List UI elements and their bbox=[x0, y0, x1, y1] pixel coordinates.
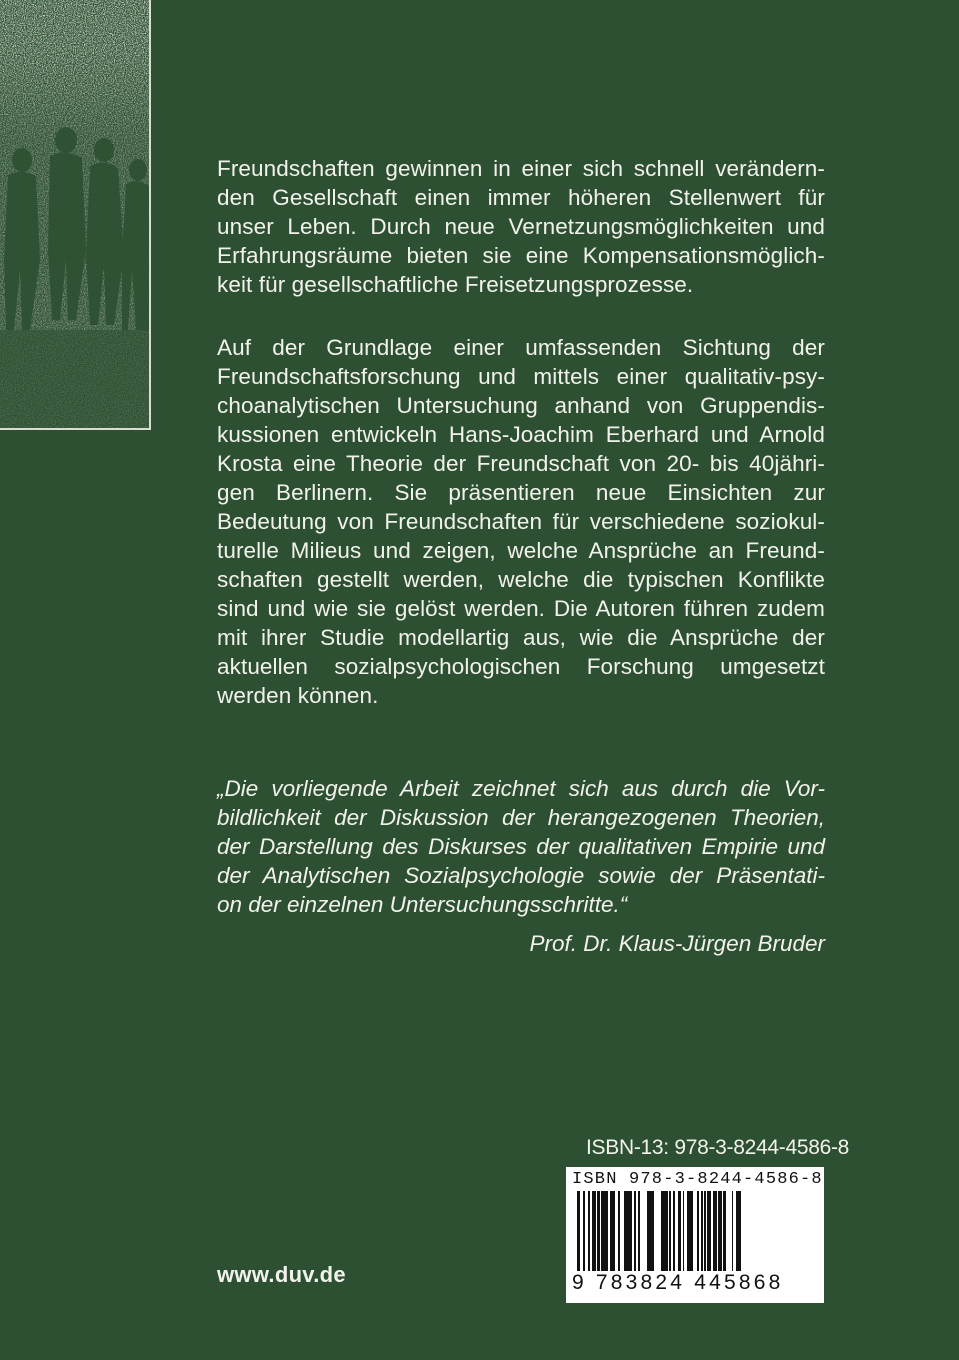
blurb-line: den Gesellschaft einen immer höheren Stellenwert für bbox=[217, 185, 825, 210]
barcode-bar bbox=[624, 1191, 627, 1273]
barcode-bar bbox=[593, 1191, 596, 1273]
barcode-bar bbox=[597, 1191, 599, 1273]
blurb-line: kussionen entwickeln Hans-Joachim Eberhard und Arnold bbox=[217, 422, 825, 447]
barcode-bar bbox=[723, 1191, 724, 1273]
quote-line: bildlichkeit der Diskussion der herangezogenen Theorien, bbox=[217, 805, 825, 830]
blurb-line: schaften gestellt werden, welche die typischen Konflikte bbox=[217, 567, 825, 592]
barcode-bar bbox=[601, 1191, 604, 1273]
barcode-bar bbox=[704, 1191, 706, 1273]
quote-line: der Darstellung des Diskurses der qualitativen Empirie und bbox=[217, 834, 825, 859]
group-of-people-photo-icon bbox=[0, 0, 149, 430]
isbn-label: ISBN-13: 978-3-8244-4586-8 bbox=[586, 1136, 850, 1159]
barcode-bar bbox=[618, 1191, 620, 1273]
barcode-bar bbox=[732, 1191, 733, 1273]
quote-line: „Die vorliegende Arbeit zeichnet sich aus durch die Vor- bbox=[217, 776, 825, 801]
barcode-bar bbox=[604, 1191, 605, 1273]
barcode-top-text: ISBN 978-3-8244-4586-8 bbox=[572, 1170, 823, 1189]
blurb-line: Krosta eine Theorie der Freundschaft von 20- bis 40jähri- bbox=[217, 451, 825, 476]
barcode-bar bbox=[664, 1191, 666, 1273]
blurb-line: turelle Milieus und zeigen, welche Ansprüche an Freund- bbox=[217, 538, 825, 563]
isbn-barcode bbox=[566, 1167, 824, 1303]
barcode-bar bbox=[718, 1191, 719, 1273]
barcode-bar bbox=[638, 1191, 640, 1273]
barcode-number: 9 783824 445868 bbox=[572, 1271, 818, 1295]
blurb-line: choanalytischen Untersuchung anhand von Gruppendis- bbox=[217, 393, 825, 418]
blurb-line: Auf der Grundlage einer umfassenden Sichtung der bbox=[217, 335, 825, 360]
barcode-bar bbox=[701, 1191, 703, 1273]
barcode-bar bbox=[687, 1191, 690, 1273]
blurb-line: aktuellen sozialpsychologischen Forschung umgesetzt bbox=[217, 654, 825, 679]
barcode-bar bbox=[666, 1191, 668, 1273]
barcode-bar bbox=[651, 1191, 654, 1273]
photo-border-bottom bbox=[0, 428, 151, 430]
barcode-bar bbox=[683, 1191, 684, 1273]
barcode-bar bbox=[627, 1191, 630, 1273]
barcode-bar bbox=[719, 1191, 721, 1273]
blurb-line: Bedeutung von Freundschaften für verschiedene soziokul- bbox=[217, 509, 825, 534]
barcode-bar bbox=[577, 1191, 579, 1273]
barcode-bar bbox=[611, 1191, 613, 1273]
barcode-bar bbox=[713, 1191, 714, 1273]
barcode-bar bbox=[635, 1191, 636, 1273]
barcode-bar bbox=[714, 1191, 717, 1273]
barcode-bar bbox=[610, 1191, 611, 1273]
blurb-line: Erfahrungsräume bieten sie eine Kompensationsmöglich- bbox=[217, 243, 825, 268]
photo-border-right bbox=[149, 0, 151, 430]
barcode-bar bbox=[680, 1191, 681, 1273]
barcode-bar bbox=[707, 1191, 710, 1273]
barcode-bar bbox=[679, 1191, 680, 1273]
barcode-bar bbox=[607, 1191, 608, 1273]
barcode-bar bbox=[661, 1191, 664, 1273]
barcode-bar bbox=[670, 1191, 671, 1273]
blurb-line: gen Berlinern. Sie präsentieren neue Einsichten zur bbox=[217, 480, 825, 505]
barcode-bar bbox=[710, 1191, 711, 1273]
cover-photo bbox=[0, 0, 149, 430]
barcode-bar bbox=[697, 1191, 699, 1273]
barcode-bar bbox=[721, 1191, 722, 1273]
barcode-bar bbox=[605, 1191, 607, 1273]
blurb-line: unser Leben. Durch neue Vernetzungsmöglichkeiten und bbox=[217, 214, 825, 239]
barcode-bar bbox=[673, 1191, 675, 1273]
blurb-line: sind und wie sie gelöst werden. Die Autoren führen zudem bbox=[217, 596, 825, 621]
barcode-bar bbox=[579, 1191, 580, 1273]
review-quote bbox=[217, 774, 825, 919]
barcode-bar bbox=[678, 1191, 679, 1273]
barcode-bar bbox=[613, 1191, 615, 1273]
blurb-line: keit für gesellschaftliche Freisetzungsprozesse. bbox=[217, 272, 694, 297]
barcode-bar bbox=[634, 1191, 635, 1273]
barcode-bar bbox=[739, 1191, 741, 1273]
barcode-bar bbox=[583, 1191, 585, 1273]
blurb-line: mit ihrer Studie modellartig aus, wie die Ansprüche der bbox=[217, 625, 825, 650]
barcode-bar bbox=[648, 1191, 651, 1273]
quote-line: der Analytischen Sozialpsychologie sowie der Präsentati- bbox=[217, 863, 825, 888]
barcode-bar bbox=[599, 1191, 600, 1273]
barcode-bar bbox=[588, 1191, 590, 1273]
blurb-line: werden können. bbox=[217, 683, 379, 708]
quote-attribution: Prof. Dr. Klaus-Jürgen Bruder bbox=[529, 931, 825, 956]
blurb-paragraph-1 bbox=[217, 154, 825, 299]
barcode-bar bbox=[690, 1191, 693, 1273]
barcode-bar bbox=[630, 1191, 632, 1273]
barcode-bar bbox=[724, 1191, 726, 1273]
barcode-bar bbox=[736, 1191, 739, 1273]
barcode-bar bbox=[592, 1191, 593, 1273]
publisher-url[interactable]: www.duv.de bbox=[217, 1262, 346, 1287]
blurb-line: Freundschaftsforschung und mittels einer qualitativ-psy- bbox=[217, 364, 825, 389]
blurb-line: Freundschaften gewinnen in einer sich schnell verändern- bbox=[217, 156, 825, 181]
barcode-bar bbox=[647, 1191, 648, 1273]
blurb-paragraph-2 bbox=[217, 333, 825, 710]
quote-line: on der einzelnen Untersuchungsschritte.“ bbox=[217, 892, 628, 917]
barcode-bar bbox=[669, 1191, 670, 1273]
